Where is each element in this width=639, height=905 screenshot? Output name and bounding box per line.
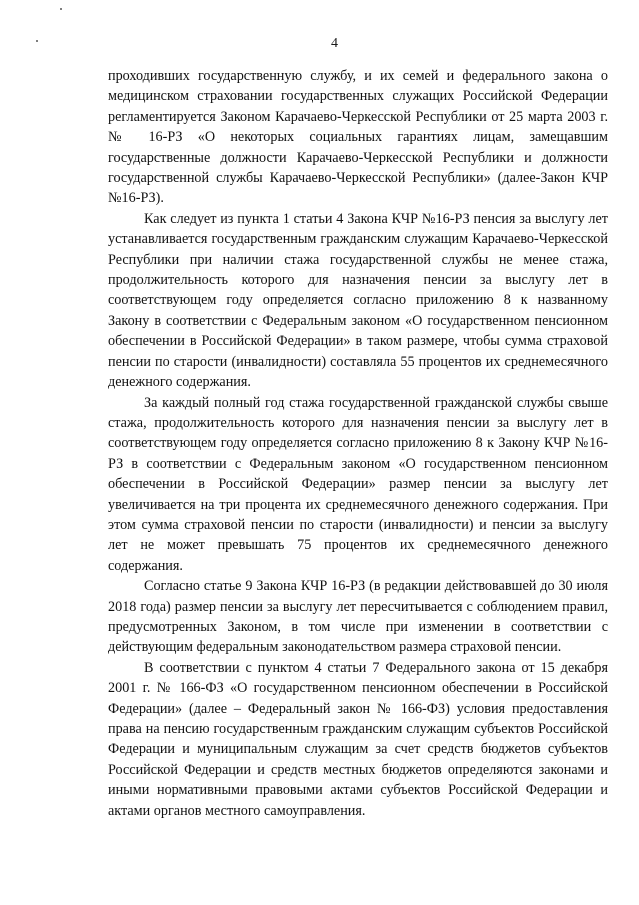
paragraph: Как следует из пункта 1 статьи 4 Закона КЧР №16-РЗ пенсия за выслугу лет устанавливается государственным гражданским служащим Карачаево-Черкесской Республики при наличии стажа государственной службы не менее стажа, продолжительность которого для назначения пенсии за выслугу лет в соответствующем году определяется согласно приложению 8 к названному Закону в соответствии с Федеральным законом «О государственном пенсионном обеспечении в Российской Федерации» в таком размере, чтобы сумма страховой пенсии по старости (инвалидности) составляла 55 процентов их среднемесячного денежного содержания. bbox=[108, 210, 608, 391]
paragraph: Согласно статье 9 Закона КЧР 16-РЗ (в редакции действовавшей до 30 июля 2018 года) размер пенсии за выслугу лет пересчитывается с соблюдением правил, предусмотренных Законом, в том числе при изменении в соответствии с действующим федеральным законодательством размера страховой пенсии. bbox=[108, 578, 608, 656]
paragraph: За каждый полный год стажа государственной гражданской службы свыше стажа, продолжительность которого для назначения пенсии за выслугу лет в соответствующем году определяется согласно приложению 8 к Закону КЧР №16-РЗ в соответствии с Федеральным законом «О государственном пенсионном обеспечении в Российской Федерации» размер пенсии за выслугу лет увеличивается на три процента их среднемесячного денежного содержания. При этом сумма страховой пенсии по старости (инвалидности) и пенсии за выслугу лет не может превышать 75 процентов их среднемесячного денежного содержания. bbox=[108, 394, 608, 574]
document-body bbox=[108, 66, 608, 821]
page-number: 4 bbox=[331, 36, 338, 51]
scan-speck bbox=[60, 8, 62, 10]
paragraph: В соответствии с пунктом 4 статьи 7 Федерального закона от 15 декабря 2001 г. № 166-ФЗ «О государственном пенсионном обеспечении в Российской Федерации» (далее – Федеральный закон № 166-ФЗ) условия предоставления права на пенсию государственным гражданским служащим субъектов Российской Федерации и муниципальным служащим за счет средств бюджетов субъектов Российской Федерации и средств местных бюджетов определяются законами и иными нормативными правовыми актами субъектов Российской Федерации и актами органов местного самоуправления. bbox=[108, 659, 608, 819]
paragraph-continuation: проходивших государственную службу, и их семей и федерального закона о медицинском страховании государственных служащих Российской Федерации регламентируется Законом Карачаево-Черкесской Республики от 25 марта 2003 г. № 16-РЗ «О некоторых социальных гарантиях лицам, замещавшим государственные должности Карачаево-Черкесской Республики и должности государственной службы Карачаево-Черкесской Республики» (далее-Закон КЧР №16-РЗ). bbox=[108, 68, 608, 207]
